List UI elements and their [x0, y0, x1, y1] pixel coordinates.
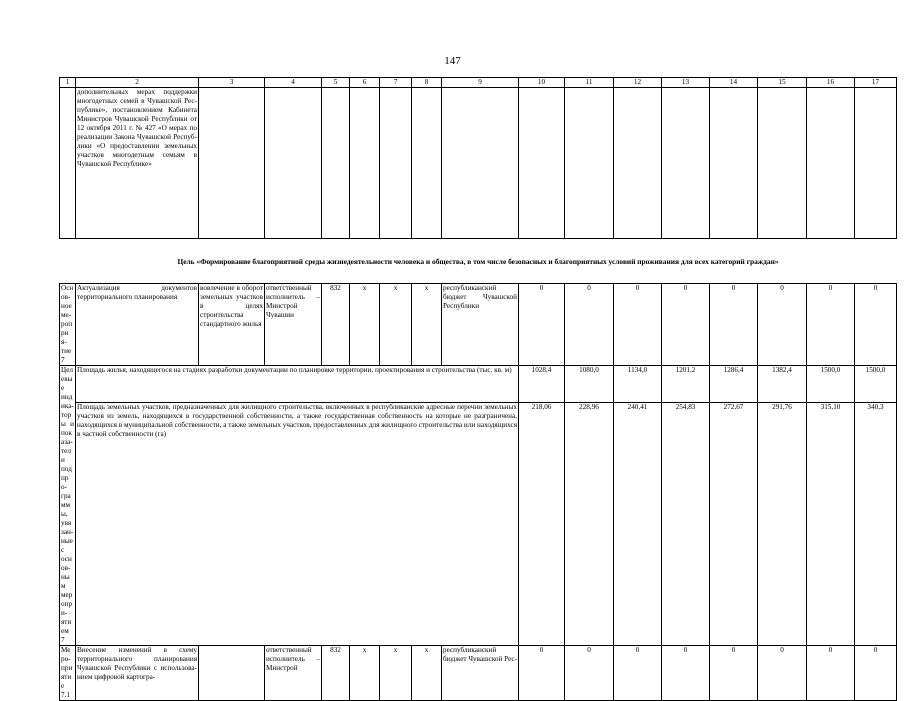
event-value: 0 [614, 284, 662, 366]
event-value: 0 [710, 284, 758, 366]
sub-event-row [60, 646, 897, 701]
event-value: 0 [614, 646, 662, 701]
indicator-value: 1201,2 [662, 366, 710, 403]
indicator-value: 315,10 [807, 402, 855, 645]
header-cell: 14 [710, 78, 758, 88]
event-source: республиканский бюджет Чувашской Республики [442, 284, 519, 366]
indicator-value: 1028,4 [519, 366, 565, 403]
indicator-value: 1080,0 [565, 366, 614, 403]
goal-heading: Цель «Формирование благоприятной среды жизнедеятельности человека и общества, в том числе безопасных и благоприятных условий проживания для всех категорий граждан» [60, 239, 897, 284]
indicator-row [60, 402, 897, 645]
indicator-value: 1286,4 [710, 366, 758, 403]
event-value: 0 [807, 284, 855, 366]
event-value: 0 [758, 646, 807, 701]
continuation-text: дополнительных мерах поддержки многодетных семей в Чувашской Республике», постановлением Кабинета Министров Чувашской Республики от 12 октября 2011 г. № 427 «О мерах по реализации Закона Чувашской Республики «О предоставлении земельных участков многодетным семьям в Чувашской Республике» [76, 88, 199, 239]
header-cell: 2 [76, 78, 199, 88]
indicator-value: 340,3 [855, 402, 897, 645]
header-cell: 5 [322, 78, 350, 88]
event-x: x [412, 646, 442, 701]
event-x: x [350, 646, 380, 701]
event-name: Основное мероприятие 7 [60, 284, 76, 366]
indicator-value: 228,96 [565, 402, 614, 645]
header-cell: 15 [758, 78, 807, 88]
event-value: 0 [758, 284, 807, 366]
event-code: 832 [322, 646, 350, 701]
event-value: 0 [710, 646, 758, 701]
event-value: 0 [519, 646, 565, 701]
header-cell: 17 [855, 78, 897, 88]
indicator-value: 291,76 [758, 402, 807, 645]
indicator-value: 272,67 [710, 402, 758, 645]
header-cell: 13 [662, 78, 710, 88]
event-goal: вовлечение в оборот земельных участков в целях строительства стандартного жилья [199, 284, 265, 366]
event-source: республиканский бюджет Чувашской Рес- [442, 646, 519, 701]
goal-row [60, 239, 897, 284]
indicator-value: 218,06 [519, 402, 565, 645]
continuation-row [60, 88, 897, 239]
indicator-value: 1500,0 [807, 366, 855, 403]
indicators-label: Целевые индикаторы и показатели подпрограммы, увязанные с основным мероприятием 7 [61, 366, 74, 644]
event-title: Актуализация документов территориального планирования [76, 284, 199, 366]
indicator-value: 240,41 [614, 402, 662, 645]
header-cell: 10 [519, 78, 565, 88]
event-value: 0 [565, 284, 614, 366]
event-value: 0 [662, 284, 710, 366]
event-executor: ответственный исполнитель – Минстрой Чувашии [265, 284, 322, 366]
event-executor: ответственный исполнитель – Минстрой [265, 646, 322, 701]
header-cell: 11 [565, 78, 614, 88]
event-name: Мероприятие 7.1 [60, 646, 76, 701]
event-value: 0 [662, 646, 710, 701]
event-x: x [412, 284, 442, 366]
indicator-value: 254,83 [662, 402, 710, 645]
indicator-value: 1134,0 [614, 366, 662, 403]
event-title: Внесение изменений в схему территориального планирования Чувашской Республики с использованием цифровой картогра- [76, 646, 199, 701]
header-cell: 16 [807, 78, 855, 88]
indicator-text: Площадь жилья, находящегося на стадиях разработки документации по планировке территории, проектирования и строительства (тыс. кв. м) [76, 366, 519, 403]
header-cell: 9 [442, 78, 519, 88]
header-row [60, 78, 897, 88]
event-value: 0 [855, 646, 897, 701]
indicator-value: 1382,4 [758, 366, 807, 403]
header-cell: 4 [265, 78, 322, 88]
main-event-row [60, 284, 897, 366]
event-value: 0 [807, 646, 855, 701]
header-cell: 8 [412, 78, 442, 88]
header-cell: 6 [350, 78, 380, 88]
header-cell: 7 [380, 78, 412, 88]
event-x: x [380, 284, 412, 366]
event-value: 0 [855, 284, 897, 366]
header-cell: 3 [199, 78, 265, 88]
event-value: 0 [565, 646, 614, 701]
program-table [59, 77, 897, 701]
header-cell: 12 [614, 78, 662, 88]
indicator-value: 1500,0 [855, 366, 897, 403]
indicator-row [60, 366, 897, 403]
event-x: x [350, 284, 380, 366]
header-cell: 1 [60, 78, 76, 88]
event-value: 0 [519, 284, 565, 366]
indicator-text: Площадь земельных участков, предназначенных для жилищного строительства, включенных в республиканские адресные перечни земельных участков из земель, находящихся в государственной собственности, а также государственная собственность на которые не разграничена, находящихся в муниципальной собственности, а также земельных участков, предоставленных для жилищного строительства или находящихся в частной собственности (га) [76, 402, 519, 645]
page-number: 147 [444, 55, 461, 67]
event-x: x [380, 646, 412, 701]
event-code: 832 [322, 284, 350, 366]
